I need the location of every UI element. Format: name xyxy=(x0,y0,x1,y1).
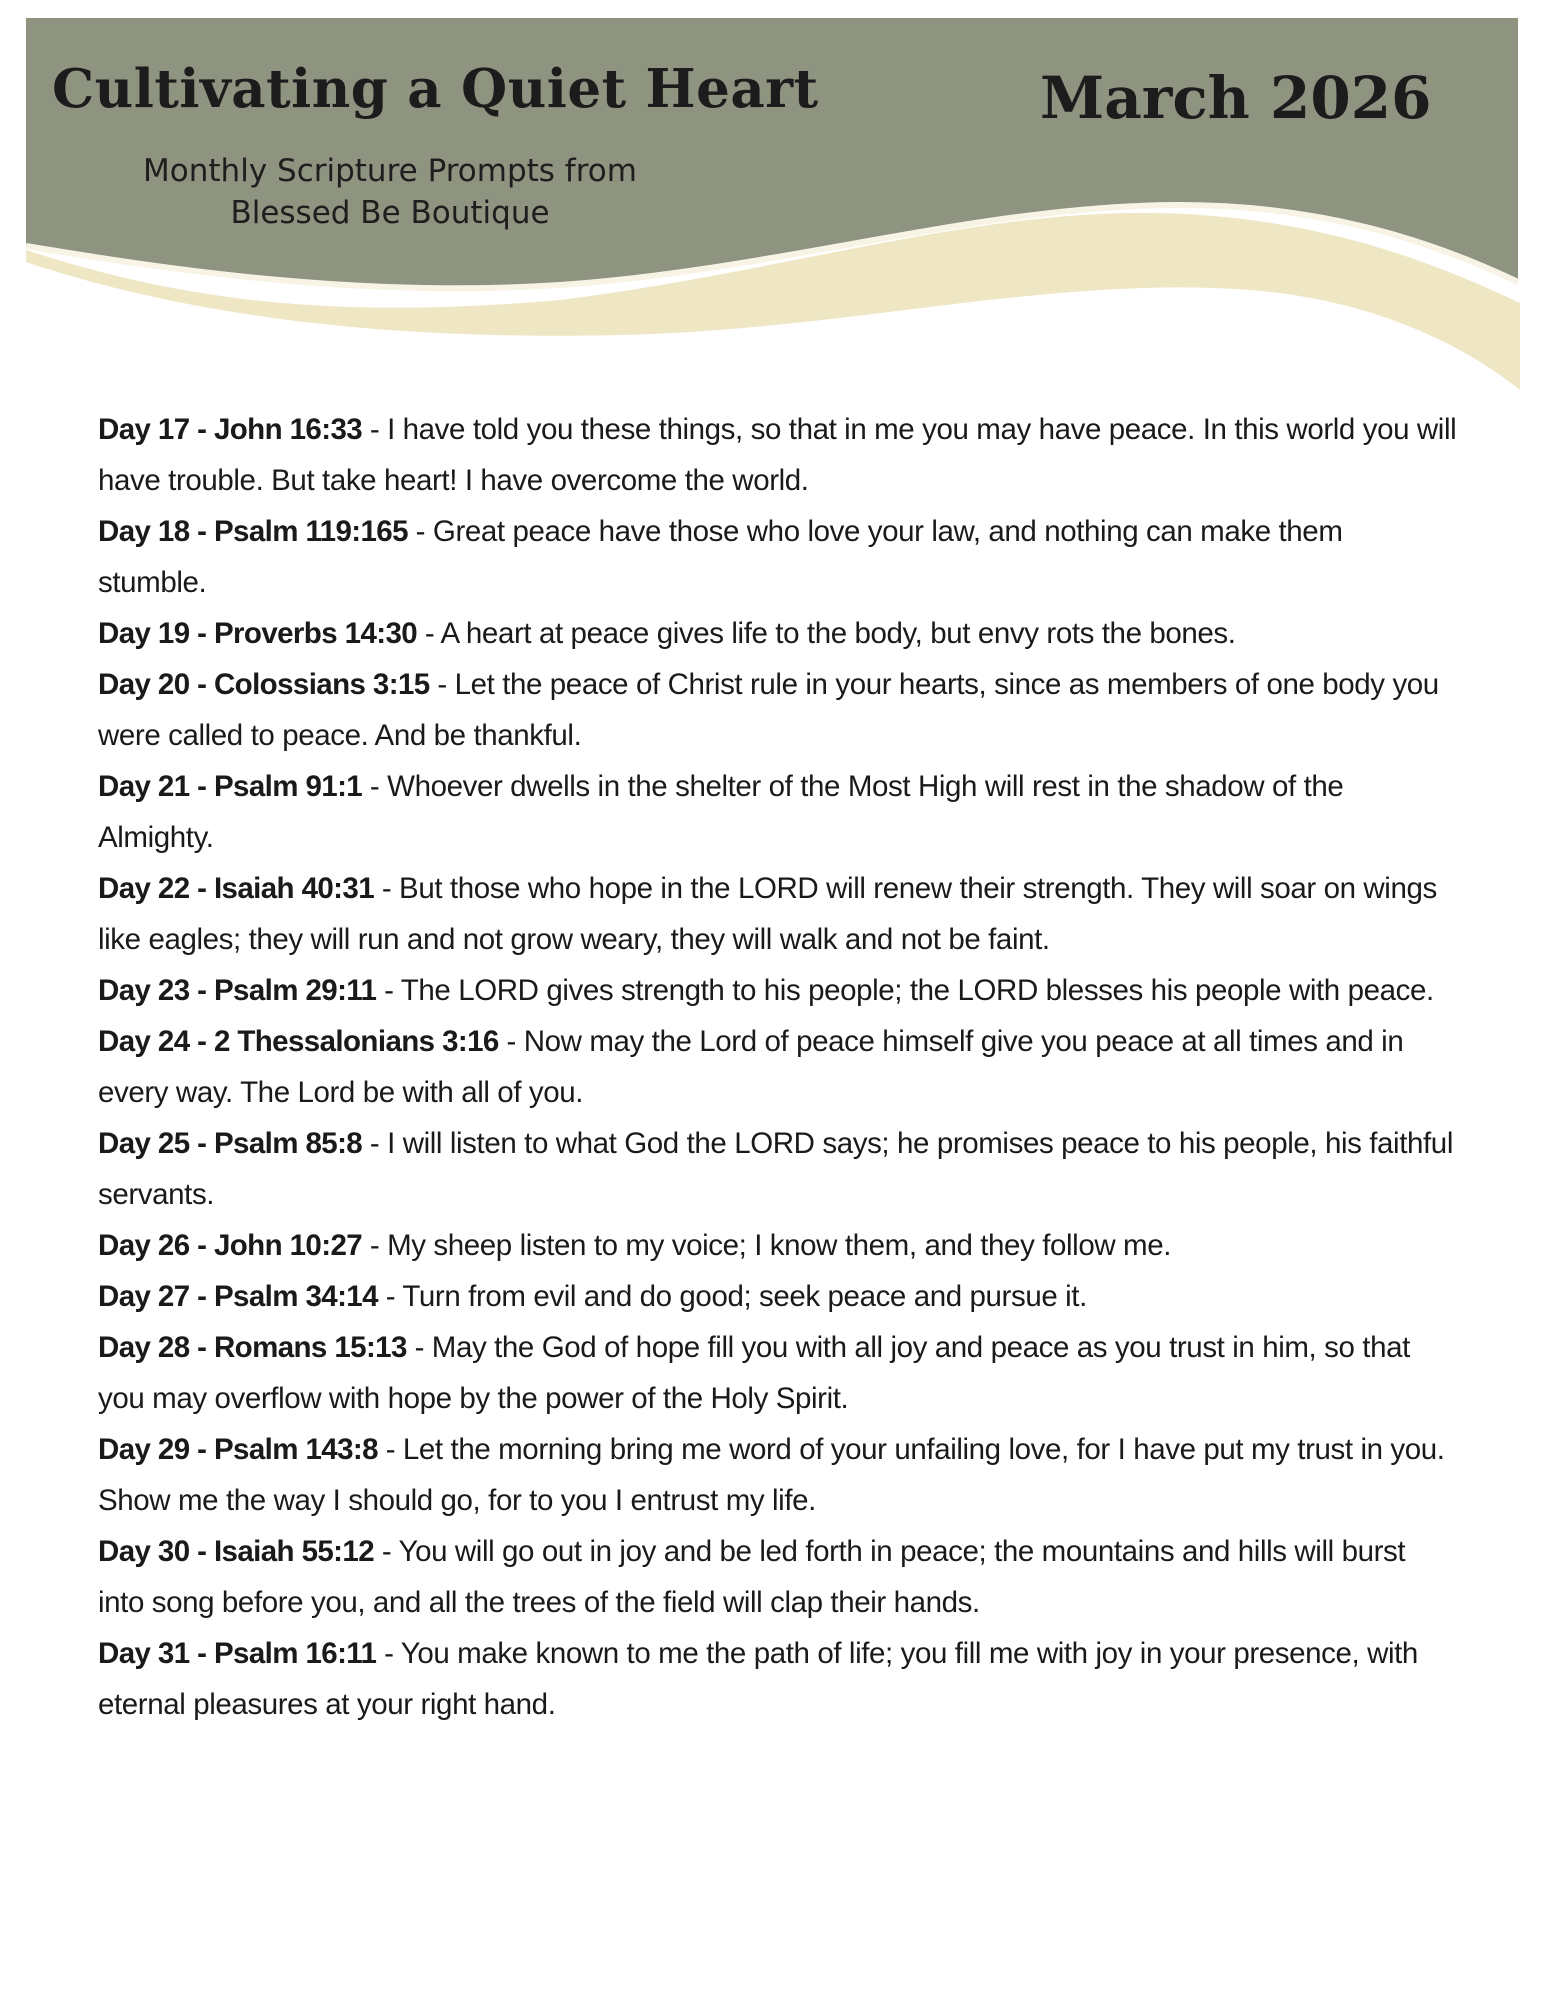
scripture-reference: Day 23 - Psalm 29:11 xyxy=(98,974,377,1007)
scripture-reference: Day 29 - Psalm 143:8 xyxy=(98,1433,378,1466)
scripture-entry-day-26 xyxy=(98,1220,1458,1271)
scripture-text: - I will listen to what God the LORD says; he promises peace to his people, his faithful servants. xyxy=(98,1127,1453,1211)
scripture-reference: Day 25 - Psalm 85:8 xyxy=(98,1127,363,1160)
page-title: Cultivating a Quiet Heart xyxy=(52,58,819,120)
scripture-text: - May the God of hope fill you with all joy and peace as you trust in him, so that you may overflow with hope by the power of the Holy Spirit. xyxy=(98,1331,1410,1415)
scripture-text: - Let the morning bring me word of your unfailing love, for I have put my trust in you. Show me the way I should go, for to you I entrust my life. xyxy=(98,1433,1445,1517)
scripture-entry-day-21 xyxy=(98,761,1458,863)
scripture-entry-day-25 xyxy=(98,1118,1458,1220)
scripture-entry-day-17 xyxy=(98,404,1458,506)
scripture-reference: Day 20 - Colossians 3:15 xyxy=(98,668,430,701)
scripture-text: - Turn from evil and do good; seek peace and pursue it. xyxy=(377,1280,1087,1313)
scripture-entry-day-29 xyxy=(98,1424,1458,1526)
scripture-entry-day-27 xyxy=(98,1271,1458,1322)
scripture-entry-day-24 xyxy=(98,1016,1458,1118)
scripture-entry-day-28 xyxy=(98,1322,1458,1424)
scripture-entry-day-23 xyxy=(98,965,1458,1016)
scripture-text: - Now may the Lord of peace himself give you peace at all times and in every way. The Lord be with all of you. xyxy=(98,1025,1404,1109)
scripture-reference: Day 27 - Psalm 34:14 xyxy=(98,1280,378,1313)
month-label: March 2026 xyxy=(1040,64,1432,132)
scripture-text: - You make known to me the path of life; you fill me with joy in your presence, with eternal pleasures at your right hand. xyxy=(98,1637,1418,1721)
scripture-text: - The LORD gives strength to his people; the LORD blesses his people with peace. xyxy=(376,974,1434,1007)
scripture-entry-day-19 xyxy=(98,608,1458,659)
scripture-entry-day-20 xyxy=(98,659,1458,761)
scripture-reference: Day 28 - Romans 15:13 xyxy=(98,1331,407,1364)
scripture-reference: Day 22 - Isaiah 40:31 xyxy=(98,872,375,905)
scripture-reference: Day 30 - Isaiah 55:12 xyxy=(98,1535,375,1568)
scripture-text: - But those who hope in the LORD will renew their strength. They will soar on wings like eagles; they will run and not grow weary, they will walk and not be faint. xyxy=(98,872,1437,956)
scripture-text: - Great peace have those who love your law, and nothing can make them stumble. xyxy=(98,515,1343,599)
scripture-reference: Day 31 - Psalm 16:11 xyxy=(98,1637,377,1670)
scripture-reference: Day 19 - Proverbs 14:30 xyxy=(98,617,418,650)
scripture-reference: Day 26 - John 10:27 xyxy=(98,1229,363,1262)
scripture-text: - Whoever dwells in the shelter of the Most High will rest in the shadow of the Almighty. xyxy=(98,770,1344,854)
scripture-text: - A heart at peace gives life to the body, but envy rots the bones. xyxy=(417,617,1236,650)
scripture-reference: Day 17 - John 16:33 xyxy=(98,413,363,446)
subtitle-line-1: Monthly Scripture Prompts from xyxy=(143,153,637,189)
subtitle-line-2: Blessed Be Boutique xyxy=(230,195,550,231)
scripture-entry-day-31 xyxy=(98,1628,1458,1730)
scripture-text: - You will go out in joy and be led forth in peace; the mountains and hills will burst into song before you, and all the trees of the field will clap their hands. xyxy=(98,1535,1406,1619)
scripture-text: - My sheep listen to my voice; I know them, and they follow me. xyxy=(362,1229,1172,1262)
scripture-reference: Day 18 - Psalm 119:165 xyxy=(98,515,408,548)
scripture-reference: Day 21 - Psalm 91:1 xyxy=(98,770,363,803)
header-banner xyxy=(0,0,1545,400)
scripture-entry-day-22 xyxy=(98,863,1458,965)
scripture-text: - Let the peace of Christ rule in your hearts, since as members of one body you were called to peace. And be thankful. xyxy=(98,668,1439,752)
scripture-entry-day-18 xyxy=(98,506,1458,608)
subtitle xyxy=(100,150,680,234)
scripture-reference: Day 24 - 2 Thessalonians 3:16 xyxy=(98,1025,499,1058)
scripture-list xyxy=(98,404,1458,1730)
scripture-entry-day-30 xyxy=(98,1526,1458,1628)
scripture-text: - I have told you these things, so that in me you may have peace. In this world you will have trouble. But take heart! I have overcome the world. xyxy=(98,413,1457,497)
